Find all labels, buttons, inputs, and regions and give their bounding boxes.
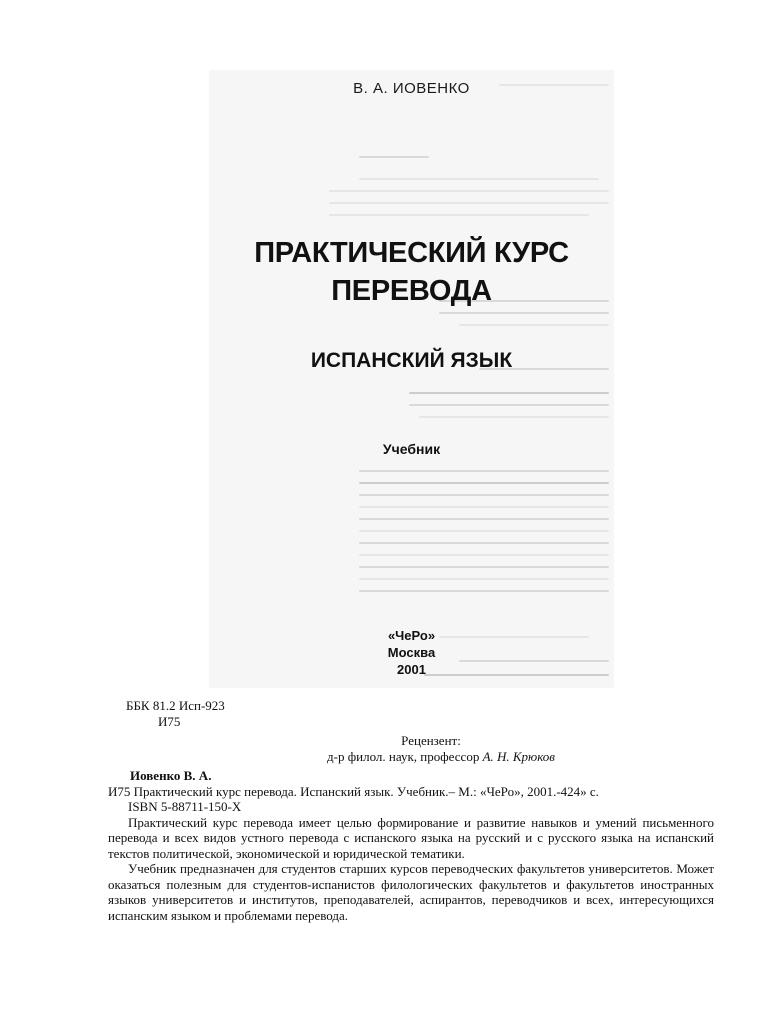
show-through-line bbox=[359, 518, 609, 520]
reviewer-name: А. Н. Крюков bbox=[482, 748, 555, 764]
book-genre: Учебник bbox=[382, 441, 441, 457]
show-through-line bbox=[359, 530, 609, 532]
citation-line: И75 Практический курс перевода. Испанский язык. Учебник.– М.: «ЧеРо», 2001.-424» с. bbox=[108, 783, 599, 799]
show-through-line bbox=[359, 590, 609, 592]
publisher-name: «ЧеРо» bbox=[387, 628, 436, 643]
author-name: В. А. ИОВЕНКО bbox=[353, 80, 470, 97]
book-title bbox=[209, 234, 614, 310]
show-through-line bbox=[409, 404, 609, 406]
isbn-number: ISBN 5-88711-150-X bbox=[128, 799, 242, 814]
annotation-paragraph-2: Учебник предназначен для студентов старших курсов переводческих факультетов университетов. Может оказаться полезным для студентов-испанистов филологических факультетов и факультетов иностранных языков университетов и институтов, преподавателей, аспирантов, переводчиков и всех, интересующихся испанским языком и проблемами перевода. bbox=[108, 861, 714, 923]
bbk-code: ББК 81.2 Исп-923 bbox=[126, 698, 225, 713]
reviewer-line bbox=[108, 749, 714, 765]
show-through-line bbox=[359, 578, 609, 580]
show-through-line bbox=[359, 542, 609, 544]
book-title-line-2: ПЕРЕВОДА bbox=[331, 275, 492, 307]
publication-city: Москва bbox=[387, 645, 436, 660]
show-through-line bbox=[359, 494, 609, 496]
show-through-line bbox=[329, 190, 609, 192]
imprint bbox=[209, 627, 614, 678]
author-heading: Иовенко В. А. bbox=[130, 768, 212, 783]
show-through-line bbox=[419, 416, 609, 418]
author-mark: И75 bbox=[158, 713, 181, 729]
reviewer-label: Рецензент: bbox=[401, 733, 461, 748]
reviewer-degree: д-р филол. наук, профессор bbox=[327, 748, 480, 764]
book-title-line-1: ПРАКТИЧЕСКИЙ КУРС bbox=[254, 237, 569, 269]
show-through-line bbox=[359, 506, 609, 508]
show-through-line bbox=[329, 202, 609, 204]
publication-year: 2001 bbox=[397, 662, 426, 677]
show-through-line bbox=[359, 566, 609, 568]
show-through-line bbox=[409, 392, 609, 394]
show-through-line bbox=[459, 324, 609, 326]
show-through-line bbox=[439, 312, 609, 314]
show-through-line bbox=[359, 178, 599, 180]
title-page-scan bbox=[209, 70, 614, 688]
show-through-line bbox=[359, 470, 609, 472]
bibliographic-record bbox=[108, 698, 714, 923]
show-through-line bbox=[359, 554, 609, 556]
show-through-line bbox=[359, 156, 429, 158]
annotation-paragraph-1: Практический курс перевода имеет целью формирование и развитие навыков и умений письменного перевода и всех видов устного перевода с испанского языка на русский и с русского языка на испанский текстов политической, экономической и юридической тематики. bbox=[108, 814, 714, 861]
show-through-line bbox=[329, 214, 589, 216]
show-through-line bbox=[359, 482, 609, 484]
book-subtitle: ИСПАНСКИЙ ЯЗЫК bbox=[310, 349, 513, 372]
